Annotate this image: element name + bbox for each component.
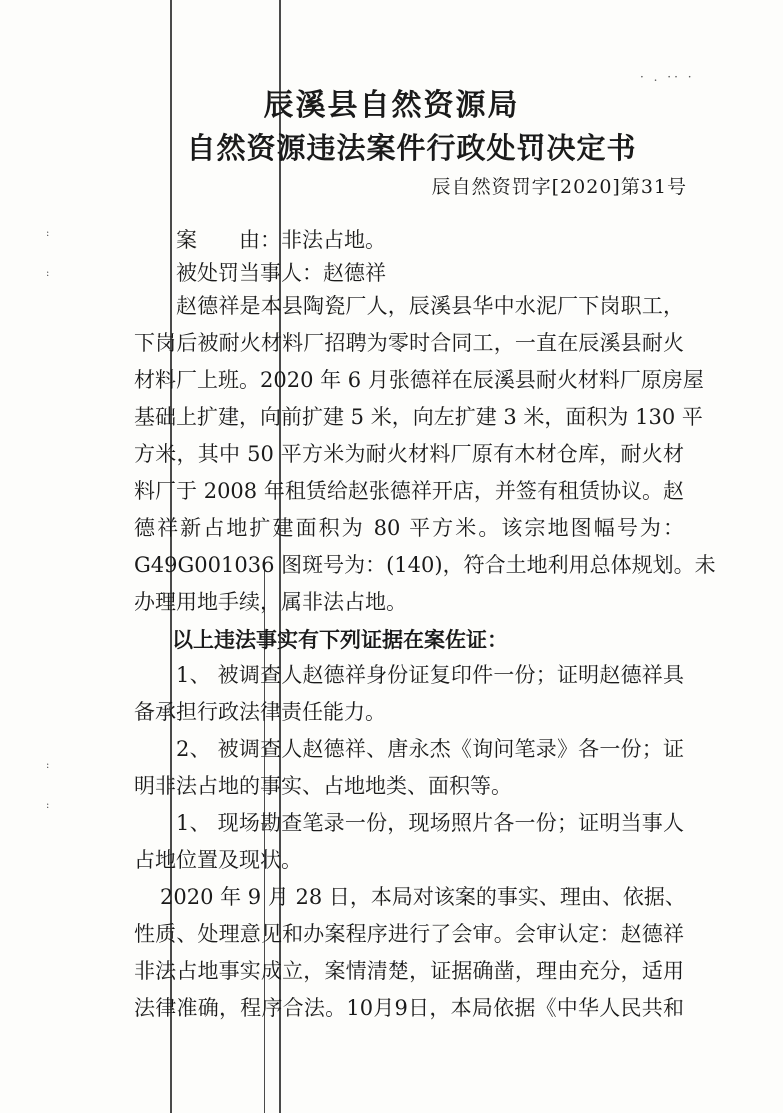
- evidence-line: 1、 被调查人赵德祥身份证复印件一份；证明赵德祥具: [176, 663, 684, 687]
- evidence-line: 备承担行政法律责任能力。: [134, 700, 386, 724]
- review-line: 性质、处理意见和办案程序进行了会审。会审认定：赵德祥: [134, 922, 684, 946]
- review-line: 法律准确，程序合法。10月9日，本局依据《中华人民共和: [134, 996, 684, 1020]
- case-party: [176, 263, 386, 284]
- fact-line: 赵德祥是本县陶瓷厂人，辰溪县华中水泥厂下岗职工，: [176, 294, 684, 318]
- evidence-line: 1、 现场勘查笔录一份，现场照片各一份；证明当事人: [176, 811, 684, 835]
- scan-specks: · . ·· ·: [640, 70, 695, 84]
- margin-mark: :: [46, 268, 50, 279]
- evidence-line: 2、 被调查人赵德祥、唐永杰《询问笔录》各一份；证: [176, 737, 684, 761]
- case-cause-value: 非法占地。: [281, 228, 386, 252]
- document-number: 辰自然资罚字[2020]第31号: [431, 176, 687, 198]
- review-line: 2020 年 9 月 28 日，本局对该案的事实、理由、依据、: [160, 885, 686, 909]
- fact-line: 材料厂上班。2020 年 6 月张德祥在辰溪县耐火材料厂原房屋: [134, 368, 704, 392]
- case-party-label: 被处罚当事人：: [176, 261, 323, 285]
- evidence-heading: 以上违法事实有下列证据在案佐证：: [172, 628, 508, 652]
- fact-line: 料厂于 2008 年租赁给赵张德祥开店，并签有租赁协议。赵: [134, 479, 684, 503]
- evidence-line: 占地位置及现状。: [134, 848, 302, 872]
- fact-line: 基础上扩建，向前扩建 5 米，向左扩建 3 米，面积为 130 平: [134, 405, 703, 429]
- fact-line: G49G001036 图斑号为：(140)，符合土地利用总体规划。未: [134, 553, 716, 577]
- margin-mark: :: [46, 800, 50, 811]
- review-line: 非法占地事实成立，案情清楚，证据确凿，理由充分，适用: [134, 959, 684, 983]
- fact-line: 下岗后被耐火材料厂招聘为零时合同工，一直在辰溪县耐火: [134, 331, 684, 355]
- case-cause: [176, 230, 386, 251]
- fact-line: 办理用地手续，属非法占地。: [134, 590, 407, 614]
- case-cause-label: 案 由：: [176, 228, 281, 252]
- document-title: 自然资源违法案件行政处罚决定书: [186, 131, 637, 165]
- evidence-line: 明非法占地的事实、占地地类、面积等。: [134, 774, 512, 798]
- fact-line: 方米，其中 50 平方米为耐火材料厂原有木材仓库，耐火材: [134, 442, 684, 466]
- margin-mark: :: [46, 760, 50, 771]
- fact-line: 德祥新占地扩建面积为 80 平方米。该宗地图幅号为：: [134, 516, 684, 540]
- margin-mark: :: [46, 228, 50, 239]
- agency-title: 辰溪县自然资源局: [263, 88, 520, 123]
- case-party-value: 赵德祥: [323, 261, 386, 285]
